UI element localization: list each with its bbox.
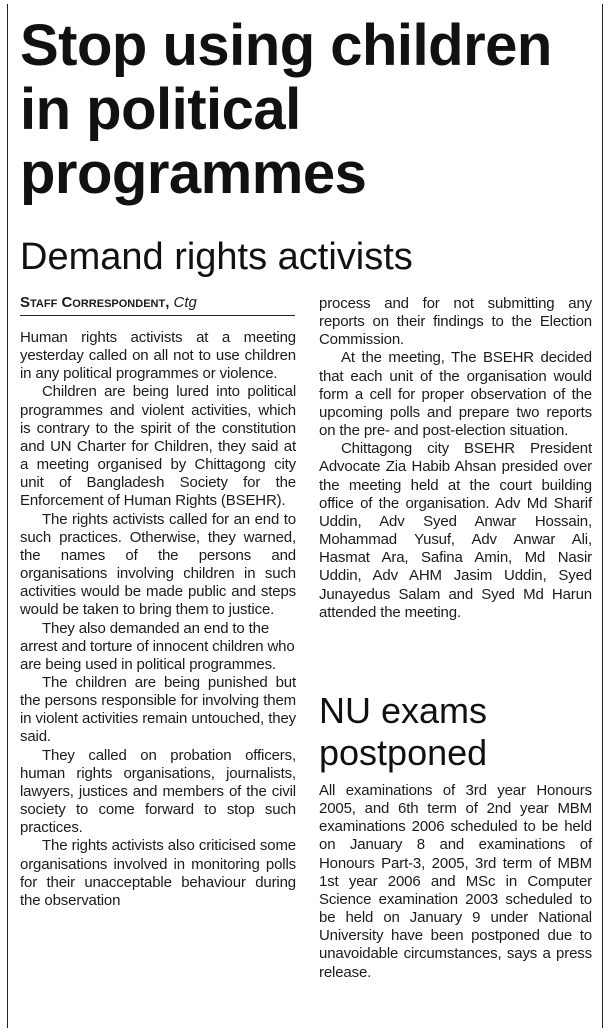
- subheadline: Demand rights activists: [20, 236, 413, 278]
- left-column-rule: [7, 4, 8, 1028]
- article-paragraph: The rights activists called for an end to such practices. Otherwise, they warned, the names of the persons and organisations involving children in such activities would be made public and steps would be taken to bring them to justice.: [20, 510, 296, 619]
- second-headline: [319, 690, 487, 774]
- second-headline-line: postponed: [319, 732, 488, 773]
- article-paragraph: They called on probation officers, human rights organisations, journalists, lawyers, justices and members of the civil society to come forward to stop such practices.: [20, 746, 296, 837]
- byline-location: Ctg: [173, 294, 197, 311]
- article-column-left: [20, 329, 296, 910]
- headline-line: Stop using children: [20, 13, 552, 78]
- second-article-column: [319, 782, 592, 982]
- article-paragraph: Children are being lured into political programmes and violent activities, which is contrary to the spirit of the constitution and UN Charter for Children, they said at a meeting organised by Chittagong city unit of Bangladesh Society for the Enforcement of Human Rights (BSEHR).: [20, 383, 296, 510]
- article-paragraph: Chittagong city BSEHR President Advocate Zia Habib Ahsan presided over the meeting held at the court building office of the organisation. Adv Md Sharif Uddin, Adv Syed Anwar Hossain, Mohammad Yusuf, Adv Anwar Ali, Hasmat Ara, Safina Amin, Md Nasir Uddin, Adv AHM Jasim Uddin, Syed Junayedus Salam and Syed Md Harun attended the meeting.: [319, 440, 592, 621]
- article-paragraph: Human rights activists at a meeting yesterday called on all not to use children in any political programmes or violence.: [20, 329, 296, 383]
- article-paragraph: The children are being punished but the persons responsible for involving them in violent activities remain untouched, they said.: [20, 673, 296, 746]
- article-paragraph: process and for not submitting any reports on their findings to the Election Commission.: [319, 295, 592, 349]
- second-headline-line: NU exams: [319, 690, 488, 731]
- right-column-rule: [602, 4, 603, 1028]
- headline-line: programmes: [20, 141, 367, 206]
- byline: [20, 293, 295, 316]
- headline-line: in political: [20, 77, 301, 142]
- byline-name: Staff Correspondent,: [20, 294, 170, 311]
- article-paragraph: At the meeting, The BSEHR decided that each unit of the organisation would form a cell for proper observation of the upcoming polls and prepare two reports on the pre- and post-election situation.: [319, 349, 592, 440]
- article-paragraph: The rights activists also criticised some organisations involved in monitoring polls for their unacceptable behaviour during the observation: [20, 837, 296, 909]
- article-column-right: [319, 295, 592, 622]
- article-paragraph: They also demanded an end to the arrest and torture of innocent children who are being used in political programmes.: [20, 619, 295, 673]
- main-headline: [20, 14, 600, 206]
- second-article-body: All examinations of 3rd year Honours 2005, and 6th term of 2nd year MBM examinations 2006 scheduled to be held on January 8 and examinations of Honours Part-3, 2005, 3rd term of MBM 1st year 2006 and MSc in Computer Science examination 2003 scheduled to be held on January 9 under National University have been postponed due to unavoidable circumstances, says a press release.: [319, 782, 592, 981]
